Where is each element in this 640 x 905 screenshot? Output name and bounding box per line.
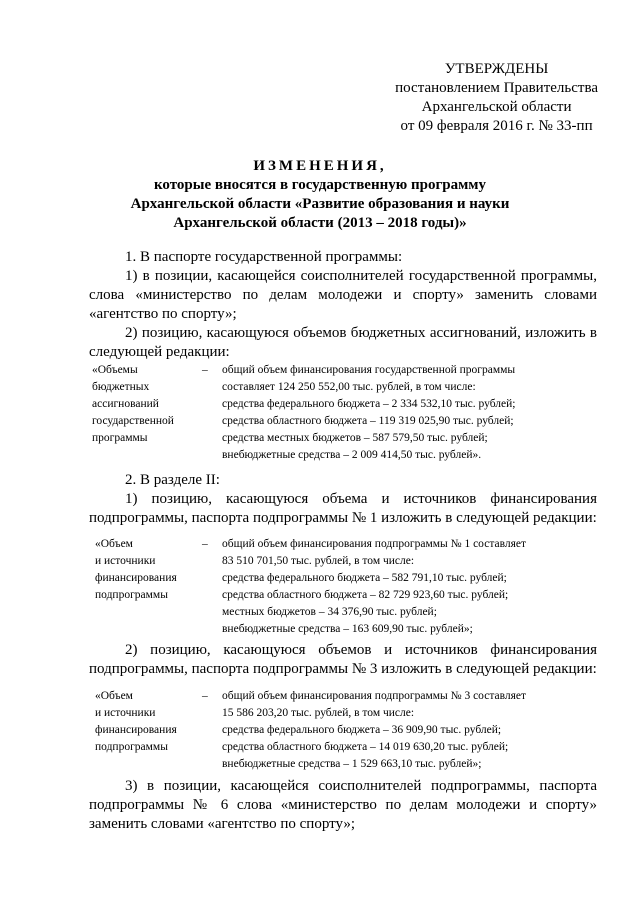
title-line-3: Архангельской области «Развитие образования и науки <box>130 196 510 212</box>
table-label: «Объем и источники финансирования подпрограммы <box>95 538 177 601</box>
section-2-item-3: 3) в позиции, касающейся соисполнителей подпрограммы, паспорта подпрограммы № 6 слова «министерство по делам молодежи и спорту» заменить словами «агентство по спорту»; <box>89 778 597 832</box>
section-1-item-2: 2) позицию, касающуюся объемов бюджетных ассигнований, изложить в следующей редакции: <box>89 325 597 360</box>
section-1-heading: 1. В паспорте государственной программы: <box>125 249 403 265</box>
section-2-item-1: 1) позицию, касающуюся объема и источников финансирования подпрограммы, паспорта подпрограммы № 1 изложить в следующей редакции: <box>89 491 597 526</box>
section-2-heading: 2. В разделе II: <box>125 472 220 488</box>
approval-line-2: постановлением Правительства <box>395 80 598 96</box>
approval-line-4: от 09 февраля 2016 г. № 33-пп <box>400 118 593 134</box>
approval-line-1: УТВЕРЖДЕНЫ <box>444 61 549 77</box>
table-values: общий объем финансирования государственной программы составляет 124 250 552,00 тыс. рублей, в том числе: средства федерального бюджета – 2 334 532,10 тыс. рублей; средства областного бюджета – 119 319 025,90 тыс. рублей; средства местных бюджетов – 587 579,50 тыс. рублей; внебюджетные средства – 2 009 414,50 тыс. рублей». <box>222 364 516 461</box>
table-label: «Объемы бюджетных ассигнований государственной программы <box>92 364 174 444</box>
title-main: ИЗМЕНЕНИЯ, <box>253 158 387 174</box>
table-values: общий объем финансирования подпрограммы № 3 составляет 15 586 203,20 тыс. рублей, в том числе: средства федерального бюджета – 36 909,90 тыс. рублей; средства областного бюджета – 14 019 630,20 тыс. рублей; внебюджетные средства – 1 529 663,10 тыс. рублей»; <box>222 690 527 770</box>
title-line-4: Архангельской области (2013 – 2018 годы)» <box>173 215 467 231</box>
table-label: «Объем и источники финансирования подпрограммы <box>95 690 177 753</box>
approval-line-3: Архангельской области <box>421 99 572 115</box>
section-1-item-1: 1) в позиции, касающейся соисполнителей государственной программы, слова «министерство по делам молодежи и спорту» заменить словами «агентство по спорту»; <box>89 268 597 322</box>
section-2-item-2: 2) позицию, касающуюся объемов и источников финансирования подпрограммы, паспорта подпрограммы № 3 изложить в следующей редакции: <box>89 642 597 677</box>
table-dash: – <box>202 364 208 376</box>
approval-stamp <box>395 60 598 136</box>
table-values: общий объем финансирования подпрограммы № 1 составляет 83 510 701,50 тыс. рублей, в том числе: средства федерального бюджета – 582 791,10 тыс. рублей; средства областного бюджета – 82 729 923,60 тыс. рублей; местных бюджетов – 34 376,90 тыс. рублей; внебюджетные средства – 163 609,90 тыс. рублей»; <box>222 538 527 635</box>
table-dash: – <box>202 538 208 550</box>
document-title <box>0 157 640 233</box>
table-dash: – <box>202 690 208 702</box>
title-line-2: которые вносятся в государственную программу <box>153 177 487 193</box>
